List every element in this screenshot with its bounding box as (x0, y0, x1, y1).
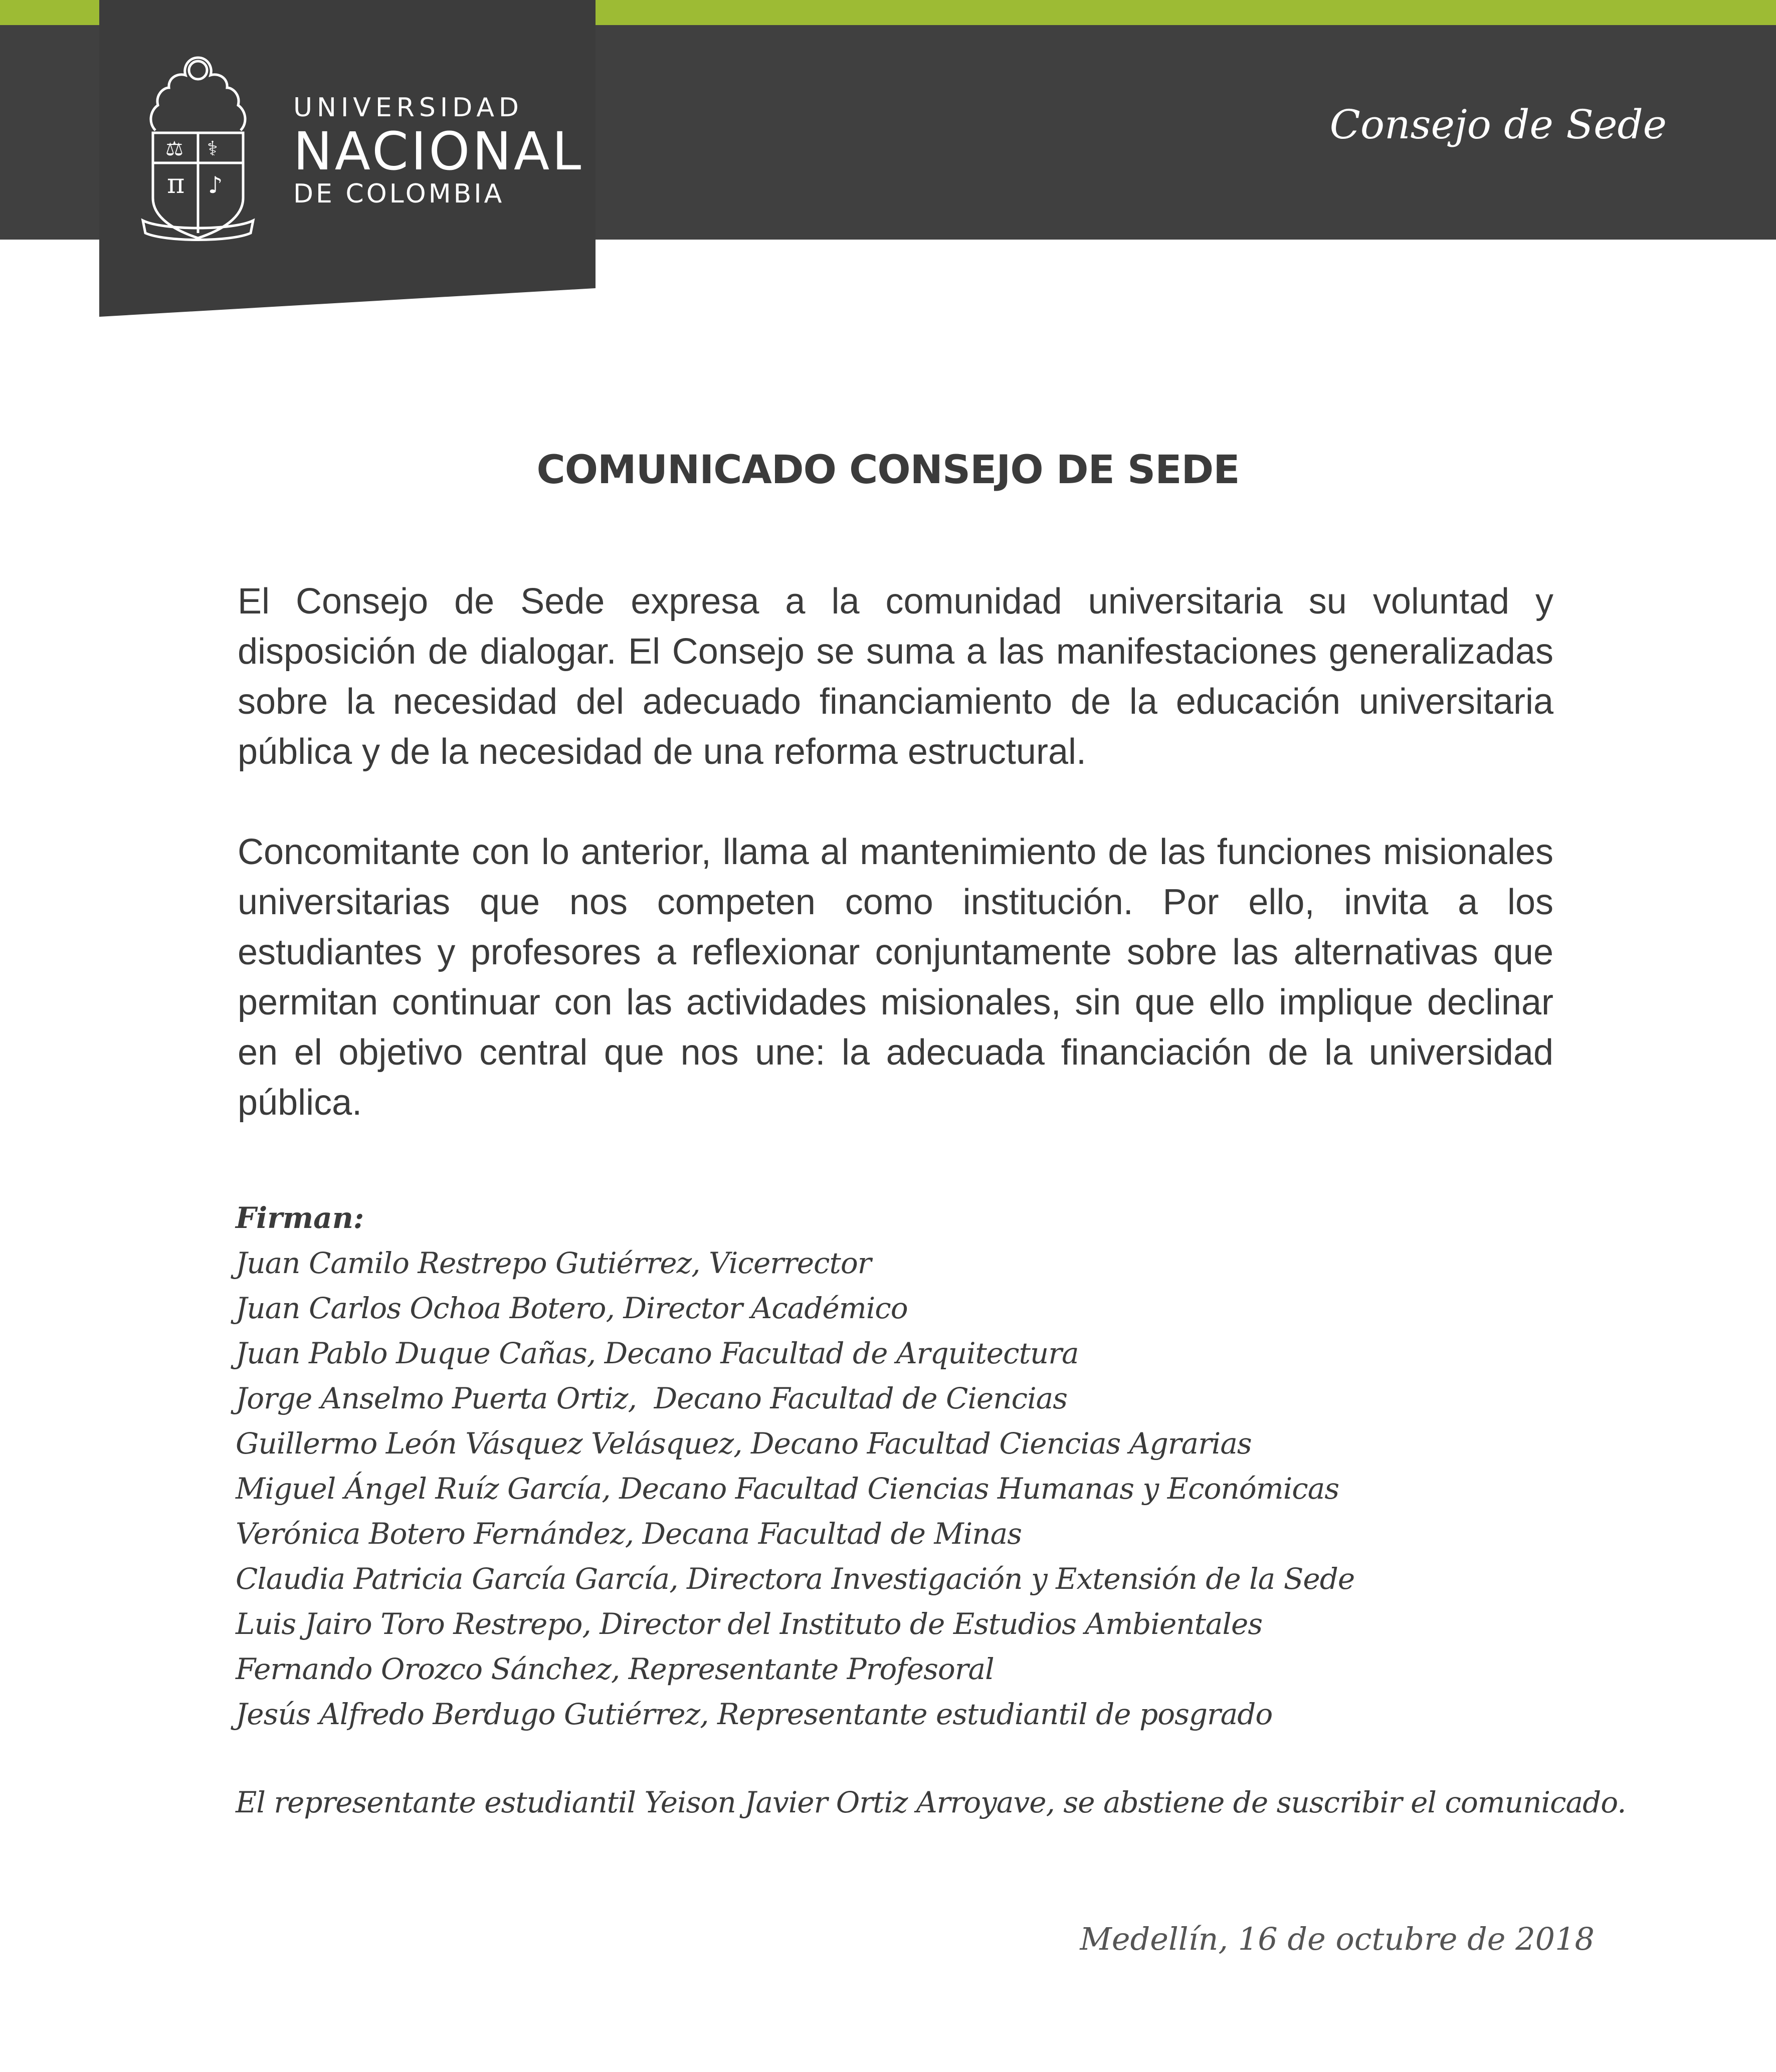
signer: Jorge Anselmo Puerta Ortiz, Decano Facultad de Ciencias (236, 1381, 1067, 1415)
header-title: Consejo de Sede (1329, 101, 1667, 148)
brand-line-universidad: UNIVERSIDAD (293, 93, 523, 123)
abstention-note: El representante estudiantil Yeison Javier Ortiz Arroyave, se abstiene de suscribir el comunicado. (236, 1785, 1626, 1819)
signer: Juan Carlos Ochoa Botero, Director Académico (236, 1291, 908, 1325)
university-shield-icon (133, 48, 263, 243)
paragraph-2: Concomitante con lo anterior, llama al mantenimiento de las funciones misionales universitarias que nos competen como institución. Por ello, invita a los estudiantes y profesores a reflexionar conjuntamente sobre las alternativas que permitan continuar con las actividades misionales, sin que ello implique declinar en el objetivo central que nos une: la adecuada financiación de la universidad pública. (238, 832, 1553, 1123)
signer: Claudia Patricia García García, Directora Investigación y Extensión de la Sede (236, 1562, 1355, 1596)
signer: Luis Jairo Toro Restrepo, Director del Instituto de Estudios Ambientales (236, 1607, 1263, 1641)
svg-text:⚕: ⚕ (207, 137, 218, 160)
signer: Juan Camilo Restrepo Gutiérrez, Vicerrector (236, 1246, 871, 1280)
signer: Miguel Ángel Ruíz García, Decano Facultad Ciencias Humanas y Económicas (236, 1472, 1339, 1506)
signer: Guillermo León Vásquez Velásquez, Decano Facultad Ciencias Agrarias (236, 1426, 1252, 1461)
svg-text:π: π (167, 168, 185, 199)
signer: Fernando Orozco Sánchez, Representante Profesoral (236, 1652, 994, 1686)
paragraph-1: El Consejo de Sede expresa a la comunidad universitaria su voluntad y disposición de dialogar. El Consejo se suma a las manifestaciones generalizadas sobre la necesidad del adecuado financiamiento de la educación universitaria pública y de la necesidad de una reforma estructural. (238, 581, 1553, 772)
brand-line-nacional: NACIONAL (293, 121, 584, 182)
signer: Jesús Alfredo Berdugo Gutiérrez, Representante estudiantil de posgrado (236, 1697, 1273, 1731)
signers-list (236, 1195, 1354, 1737)
document-title: COMUNICADO CONSEJO DE SEDE (536, 448, 1240, 493)
brand-line-de-colombia: DE COLOMBIA (293, 179, 505, 209)
svg-text:♪: ♪ (208, 171, 223, 198)
signers-label: Firman: (236, 1201, 364, 1235)
place-date: Medellín, 16 de octubre de 2018 (1080, 1921, 1595, 1957)
brand-wordmark (293, 93, 583, 209)
signer: Verónica Botero Fernández, Decana Facultad de Minas (236, 1517, 1022, 1551)
signer: Juan Pablo Duque Cañas, Decano Facultad de Arquitectura (236, 1336, 1079, 1370)
svg-text:⚖: ⚖ (165, 137, 183, 160)
